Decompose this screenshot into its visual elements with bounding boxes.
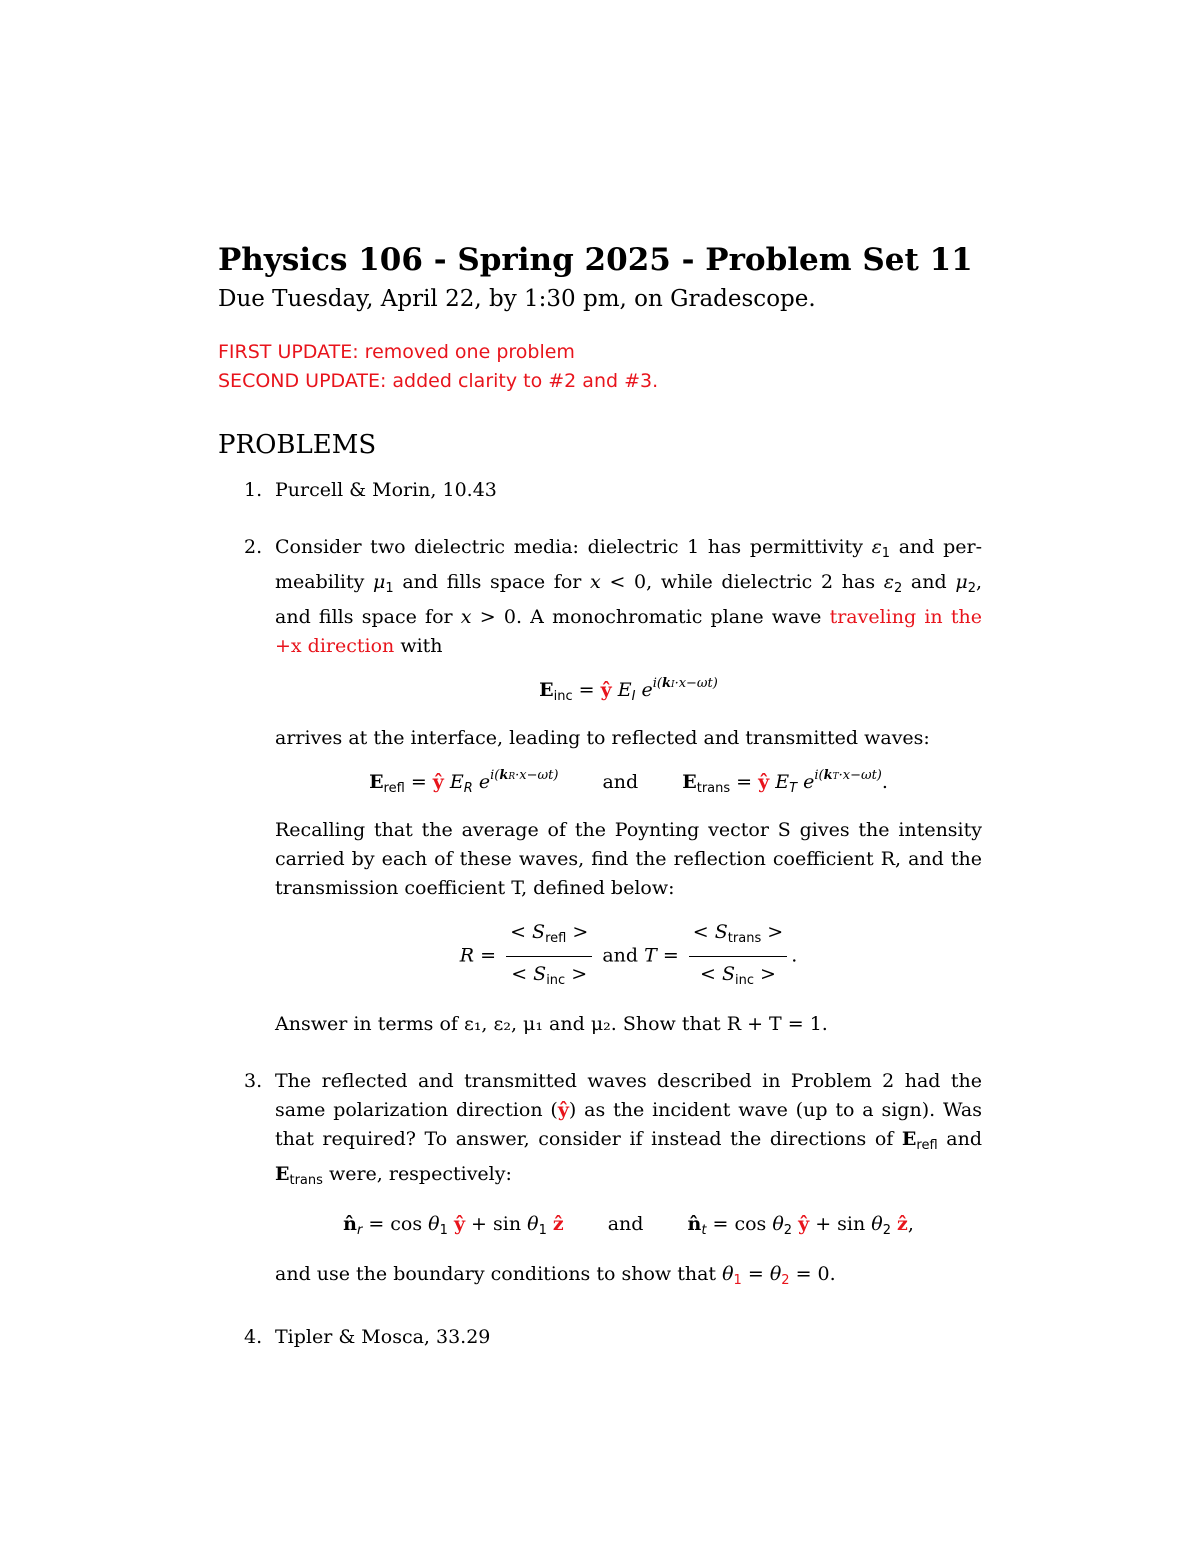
- equation-incident: $E_{inc}$ = ŷ $E_I$ $e^{i(kI\cdot x-\omega t)}$: [539, 676, 718, 704]
- problem-2-recall: Recalling that the average of the Poynting vector S gives the intensity carried by each of these waves, find the reflection coefficient R, and the transmission coefficient T, defined below:: [275, 819, 982, 899]
- math-x-gt-0: x >: [460, 606, 504, 628]
- fraction-R: $\frac{< S_{refl} >}{< S_{inc} >}$: [506, 917, 592, 996]
- problem-3-text: The reflected and transmitted waves described in Problem 2 had the same polarization direction (ŷ) as the incident wave (up to a sign). Was that required? To answer, consider if instead the directions of $E_{refl}$ and $E_{trans}$ were, respectively:: [275, 1070, 982, 1188]
- math-mu1: $\mu_1$: [373, 571, 394, 596]
- problem-2: [218, 533, 982, 1039]
- problem-number: 4.: [244, 1326, 263, 1348]
- text-fragment: , while dielectric 2 has: [646, 571, 884, 593]
- problem-2-middle: arrives at the interface, leading to reflected and transmitted waves:: [275, 727, 930, 749]
- math-eps2: $\varepsilon_2$: [883, 571, 903, 596]
- text-fragment: ) as the incident wave (up to a sign). Was that required? To answer, consider if instead the directions of: [275, 1099, 982, 1150]
- page-title: Physics 106 - Spring 2025 - Problem Set 11: [218, 242, 973, 278]
- text-fragment: were, respectively:: [322, 1163, 512, 1185]
- problem-2-intro: Consider two dielectric media: dielectric 1 has permittivity $\varepsilon_1$ and per-meability $\mu_1$ and fills space for x < 0, while dielectric 2 has $\varepsilon_2$ and $\mu_2$, and fills space for x > 0. A monochromatic plane wave traveling in the +x direction with: [275, 536, 983, 657]
- math-x-lt-0: x <: [590, 571, 635, 593]
- and-word: and: [607, 1213, 644, 1235]
- and-word: and: [602, 944, 639, 967]
- problem-list: [218, 476, 982, 1352]
- problem-3: [218, 1067, 982, 1295]
- text-fragment: and per-meability: [275, 536, 982, 593]
- math-eps1: $\varepsilon_1$: [871, 536, 891, 561]
- problem-number: 1.: [244, 479, 263, 501]
- text-fragment: , and fills space for: [275, 571, 983, 628]
- and-word: and: [602, 771, 639, 793]
- highlight-direction: traveling in the +x direction: [275, 606, 982, 657]
- text-fragment: The reflected and transmitted waves described in Problem 2 had the same polarization direction (: [275, 1070, 982, 1121]
- second-update: SECOND UPDATE: added clarity to #2 and #3.: [218, 370, 659, 392]
- problem-1: [218, 476, 982, 505]
- text-fragment: . A monochromatic plane wave: [515, 606, 830, 628]
- section-title: PROBLEMS: [218, 430, 377, 460]
- problem-number: 3.: [244, 1070, 263, 1092]
- equation-directions: $n̂_r = \cos \theta_1$ ŷ + $\sin \theta_1$ ẑ and $n̂_t = \cos \theta_2$ ŷ + $\sin \theta_2$ ẑ,: [343, 1213, 914, 1238]
- problem-set-page: [218, 238, 982, 1380]
- problem-text: Tipler & Mosca, 33.29: [275, 1326, 491, 1348]
- fraction-T: $\frac{< S_{trans} >}{< S_{inc} >}$: [689, 917, 787, 996]
- equation-reflected-transmitted: $E_{refl}$ = ŷ $E_R$ $e^{i(kR\cdot x-\omega t)}$ and $E_{trans}$ = ŷ $E_T$ $e^{i(kT\cdot x-\omega t)}$.: [369, 768, 888, 796]
- updates-block: [218, 338, 982, 396]
- problem-2-answer: Answer in terms of ε₁, ε₂, μ₁ and μ₂. Show that R + T = 1.: [275, 1013, 828, 1035]
- due-date: Due Tuesday, April 22, by 1:30 pm, on Gradescope.: [218, 286, 816, 312]
- text-fragment: and use the boundary conditions to show that: [275, 1263, 723, 1285]
- text-fragment: and: [902, 571, 956, 593]
- first-update: FIRST UPDATE: removed one problem: [218, 341, 575, 363]
- text-fragment: and: [937, 1128, 982, 1150]
- text-fragment: Consider two dielectric media: dielectric 1 has permittivity: [275, 536, 872, 558]
- equation-coefficients: R = $\frac{< S_{refl} >}{< S_{inc} >}$ and T = $\frac{< S_{trans} >}{< S_{inc} >}$ .: [275, 917, 982, 996]
- problem-3-closing: and use the boundary conditions to show that $\theta_1 = \theta_2 = 0$.: [275, 1263, 836, 1288]
- math-mu2: $\mu_2$: [955, 571, 976, 596]
- problem-text: Purcell & Morin, 10.43: [275, 479, 497, 501]
- problem-number: 2.: [244, 536, 263, 558]
- text-fragment: and fills space for: [393, 571, 591, 593]
- text-fragment: with: [394, 635, 443, 657]
- problem-4: [218, 1323, 982, 1352]
